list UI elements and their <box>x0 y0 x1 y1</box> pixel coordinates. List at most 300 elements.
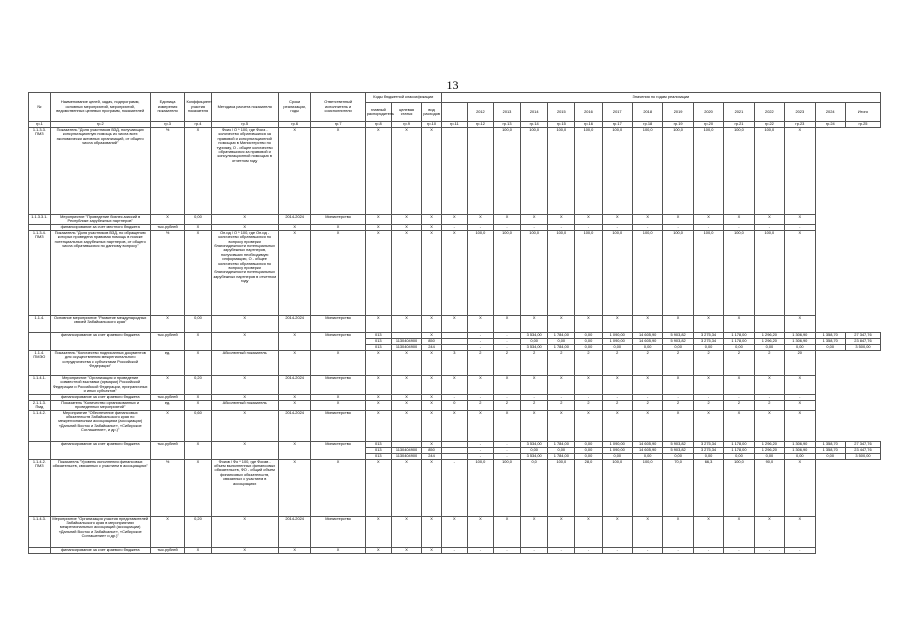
row-value: 100,0 <box>602 128 632 215</box>
row-number: 1.1.3.3.1. <box>29 215 51 225</box>
row-kbk-code: Х <box>391 394 421 400</box>
row-value: 100,0 <box>754 230 784 315</box>
row-value: 0,00 <box>575 332 602 338</box>
row-value: - <box>602 547 632 553</box>
row-method: Х <box>211 410 278 441</box>
table-row <box>29 350 881 375</box>
row-value: - <box>441 459 467 516</box>
row-value: 0,00 <box>632 344 662 350</box>
row-value: - <box>521 224 548 230</box>
row-kbk-code: 1130404900 <box>391 453 421 459</box>
row-name: Основное мероприятие "Развитие международных связей Забайкальского края" <box>50 315 150 332</box>
row-value: 0,00 <box>785 453 815 459</box>
row-name: Показатель "Уровень исполнения финансовых обязательств, связанных с участием в ассоциациях" <box>50 459 150 516</box>
row-value: - <box>575 394 602 400</box>
row-responsible: Министерство <box>311 410 365 441</box>
column-number: гр.3 <box>150 122 185 128</box>
row-value: 3 275,34 <box>693 447 723 453</box>
row-unit: тыс.рублей <box>150 224 185 230</box>
row-number: 1.1.4.2. ПМЗ <box>29 459 51 516</box>
row-value: 100,0 <box>548 128 575 215</box>
row-value: 100,0 <box>467 230 493 315</box>
row-value: 0,00 <box>785 344 815 350</box>
row-value: - <box>467 344 493 350</box>
row-kbk-code: 013 <box>365 453 391 459</box>
row-method: Абсолютный показатель <box>211 350 278 375</box>
row-value: - <box>724 547 754 553</box>
row-value: Х <box>602 516 632 547</box>
row-value: Х <box>575 516 602 547</box>
row-value: - <box>602 224 632 230</box>
row-value: 0,00 <box>575 441 602 447</box>
row-value: 3 275,34 <box>693 332 723 338</box>
row-value: 1 306,90 <box>785 338 815 344</box>
row-kbk-code: Х <box>391 315 421 332</box>
row-value: Х <box>575 410 602 441</box>
row-kbk-code: Х <box>422 410 442 441</box>
row-value: Х <box>493 315 520 332</box>
row-value: 2 <box>575 400 602 410</box>
row-kbk-code: 013 <box>365 332 391 338</box>
row-value: - <box>493 224 520 230</box>
row-value: 0,00 <box>754 344 784 350</box>
row-value: 1 784,00 <box>548 344 575 350</box>
row-value: Х <box>575 375 602 394</box>
row-kbk-code: Х <box>391 224 421 230</box>
row-name: Показатель "Количество подписанных документов для осуществления межрегионального сотрудничества с субъектами Российской Федерации" <box>50 350 150 375</box>
row-unit: % <box>150 230 185 315</box>
row-kbk-code: Х <box>365 400 391 410</box>
row-kbk-code: 013 <box>365 441 391 447</box>
row-value: 27 347,76 <box>845 441 880 447</box>
row-kbk-code: Х <box>422 332 442 338</box>
row-value: 3 534,00 <box>521 453 548 459</box>
column-number: гр.22 <box>754 122 784 128</box>
row-value: Х <box>441 230 467 315</box>
row-coef: Х <box>185 400 211 410</box>
column-number: гр.9 <box>391 122 421 128</box>
row-name: Показатель "Доля участников ВЗД, по обращению которых проведена правовая помощь в поиске потенциальных зарубежных партнеров, от общего числа обратившихся по данному вопросу" <box>50 230 150 315</box>
row-kbk-code: Х <box>391 375 421 394</box>
row-value: 2 <box>548 400 575 410</box>
page-number: 13 <box>446 78 459 92</box>
header-name: Наименование целей, задач, подпрограмм, основных мероприятий, мероприятий, ведомственных целевых программ, показателей <box>50 93 150 122</box>
column-number: гр.13 <box>493 122 520 128</box>
row-unit: Х <box>150 375 185 394</box>
row-value: - <box>493 441 520 447</box>
row-value: Х <box>724 375 754 394</box>
row-unit: Х <box>150 410 185 441</box>
row-value: Х <box>548 516 575 547</box>
row-term: Х <box>278 394 311 400</box>
column-number: гр.1 <box>29 122 51 128</box>
header-year: 2019 <box>663 103 693 122</box>
row-value: 5 903,82 <box>663 338 693 344</box>
row-value: - <box>493 344 520 350</box>
row-value: 0,00 <box>602 344 632 350</box>
row-number: 1.1.4. <box>29 315 51 332</box>
header-year: 2013 <box>493 103 520 122</box>
row-value: Х <box>693 516 723 547</box>
row-value: Х <box>521 315 548 332</box>
row-kbk-code: Х <box>365 224 391 230</box>
row-value: 100,0 <box>754 128 784 215</box>
row-responsible: Х <box>311 394 365 400</box>
row-value: Х <box>467 215 493 225</box>
row-value: 1 178,00 <box>724 332 754 338</box>
row-kbk-code: 013 <box>365 447 391 453</box>
row-value: - <box>663 394 693 400</box>
row-value: Х <box>754 410 784 441</box>
row-unit: тыс.рублей <box>150 441 185 459</box>
column-number: гр.15 <box>548 122 575 128</box>
row-value: 90,0 <box>754 459 784 516</box>
row-method: Х <box>211 224 278 230</box>
row-kbk-code: Х <box>391 516 421 547</box>
row-value: Х <box>724 315 754 332</box>
row-value: 100,0 <box>493 459 520 516</box>
row-value: 3 500,00 <box>845 453 880 459</box>
row-value: - <box>467 332 493 338</box>
row-kbk-code: Х <box>422 400 442 410</box>
row-kbk-code: Х <box>422 441 442 447</box>
row-value: Х <box>785 375 815 394</box>
row-value: - <box>602 394 632 400</box>
row-value: - <box>467 394 493 400</box>
row-value: Х <box>521 215 548 225</box>
column-number: гр.11 <box>441 122 467 128</box>
row-value: 0,00 <box>521 338 548 344</box>
row-responsible: Министерство <box>311 215 365 225</box>
row-value: 27 347,76 <box>845 332 880 338</box>
row-value: Х <box>548 215 575 225</box>
row-value: 100,0 <box>521 128 548 215</box>
row-value: 100,0 <box>724 230 754 315</box>
row-value: Х <box>693 215 723 225</box>
row-value: Х <box>632 315 662 332</box>
row-value: 2 <box>493 400 520 410</box>
row-value: Х <box>493 516 520 547</box>
row-value: - <box>467 547 493 553</box>
header-year: 2023 <box>785 103 815 122</box>
row-value: Х <box>785 215 815 225</box>
row-value: Х <box>724 410 754 441</box>
header-year: 2017 <box>602 103 632 122</box>
row-value: 2 <box>693 350 723 375</box>
row-value: 1 306,90 <box>785 332 815 338</box>
row-name: Мероприятие "Обеспечение финансовых обязательств Забайкальского края по межрегиональным ассоциациям (ассоциации) «Дальний Восток и Забайкалье», «Сибирское Соглашение», и др.)" <box>50 410 150 441</box>
row-method: Х <box>211 332 278 350</box>
row-value: 2 <box>521 400 548 410</box>
row-value: 2 <box>467 350 493 375</box>
row-value: 2 <box>663 400 693 410</box>
row-value: Х <box>521 516 548 547</box>
row-value: - <box>467 453 493 459</box>
column-number: гр.14 <box>521 122 548 128</box>
row-kbk-code: Х <box>365 459 391 516</box>
row-term: 2014-2024 <box>278 315 311 332</box>
row-value: 5 903,82 <box>663 441 693 447</box>
row-value: - <box>754 547 784 553</box>
row-value: Х <box>441 215 467 225</box>
column-number: гр.7 <box>311 122 365 128</box>
row-value: 1 296,20 <box>754 338 784 344</box>
row-value: 0,00 <box>575 453 602 459</box>
row-value: - <box>521 394 548 400</box>
row-kbk-code: Х <box>391 459 421 516</box>
row-coef: 0,60 <box>185 410 211 441</box>
row-value: - <box>754 394 784 400</box>
row-value: 100,0 <box>693 230 723 315</box>
row-value: Х <box>785 516 815 547</box>
row-term: Х <box>278 441 311 459</box>
row-coef: 0,20 <box>185 516 211 547</box>
row-value: Х <box>602 215 632 225</box>
row-value: - <box>441 394 467 400</box>
row-value: 2 <box>724 400 754 410</box>
row-method: Х <box>211 315 278 332</box>
row-value: Х <box>548 410 575 441</box>
row-kbk-code: Х <box>365 410 391 441</box>
row-method: Х <box>211 516 278 547</box>
table-row <box>29 230 881 315</box>
row-value: Х <box>632 215 662 225</box>
row-unit: % <box>150 128 185 215</box>
row-value: 2 <box>632 350 662 375</box>
row-kbk-code: Х <box>365 215 391 225</box>
row-value: Х <box>575 315 602 332</box>
row-value <box>754 315 784 332</box>
row-value: 1 358,70 <box>815 441 845 447</box>
table-row <box>29 215 881 225</box>
row-term: Х <box>278 547 311 553</box>
table-row <box>29 516 881 547</box>
row-term: Х <box>278 128 311 215</box>
row-name: финансирование за счет краевого бюджета <box>50 547 150 553</box>
table-row <box>29 410 881 441</box>
row-kbk-code: Х <box>422 394 442 400</box>
row-kbk-code: Х <box>422 315 442 332</box>
row-term: 2014-2024 <box>278 410 311 441</box>
row-number: 1.1.3.3. ПМЗ <box>29 128 51 215</box>
row-value: Х <box>693 315 723 332</box>
row-unit: Х <box>150 315 185 332</box>
row-value: 0,00 <box>521 447 548 453</box>
row-value: 0,0 <box>521 459 548 516</box>
row-value: 3 534,00 <box>521 332 548 338</box>
row-kbk-code: Х <box>391 410 421 441</box>
header-method: Методика расчета показателя <box>211 93 278 122</box>
row-value: Х <box>441 516 467 547</box>
header-year: 2018 <box>632 103 662 122</box>
column-number: гр.25 <box>845 122 880 128</box>
row-value: 5 903,82 <box>663 332 693 338</box>
row-value: 100,0 <box>575 128 602 215</box>
row-value: 1 178,00 <box>724 441 754 447</box>
row-value: 2 <box>521 350 548 375</box>
row-value: 0,00 <box>575 338 602 344</box>
row-value: - <box>632 547 662 553</box>
row-value: 0,00 <box>632 453 662 459</box>
row-value: 100,0 <box>632 128 662 215</box>
row-value: Х <box>724 215 754 225</box>
row-responsible: Министерство <box>311 315 365 332</box>
row-value: Х <box>467 410 493 441</box>
row-name: финансирование за счет краевого бюджета <box>50 394 150 400</box>
row-value: 100,0 <box>724 128 754 215</box>
column-number: гр.5 <box>211 122 278 128</box>
row-term: Х <box>278 459 311 516</box>
row-value: - <box>521 547 548 553</box>
row-value: Х <box>632 410 662 441</box>
row-value: Х <box>441 375 467 394</box>
row-value: 2 <box>575 350 602 375</box>
row-value: 1 784,00 <box>548 332 575 338</box>
header-year: 2024 <box>815 103 845 122</box>
row-value: Х <box>467 516 493 547</box>
row-value: 1 358,70 <box>815 332 845 338</box>
row-term: 2014-2024 <box>278 215 311 225</box>
table-row <box>29 459 881 516</box>
row-value: - <box>548 547 575 553</box>
row-value: 0,00 <box>754 453 784 459</box>
row-value: Х <box>663 375 693 394</box>
row-value: Х <box>521 410 548 441</box>
table-row <box>29 400 881 410</box>
row-value: Х <box>575 215 602 225</box>
row-value: 2 <box>724 350 754 375</box>
header-row-top <box>29 93 881 103</box>
row-value: 2 <box>602 400 632 410</box>
header-year: 2021 <box>724 103 754 122</box>
header-year: 2020 <box>693 103 723 122</box>
header-year: 2012 <box>467 103 493 122</box>
row-value: - <box>493 338 520 344</box>
row-value: 3 <box>441 350 467 375</box>
row-value: 1 090,00 <box>602 447 632 453</box>
row-value: Х <box>521 375 548 394</box>
row-coef: 0,00 <box>185 215 211 225</box>
row-value: 2 <box>467 400 493 410</box>
row-value: - <box>663 224 693 230</box>
row-value: 100,0 <box>602 230 632 315</box>
row-term: 2014-2024 <box>278 375 311 394</box>
row-value: Х <box>663 516 693 547</box>
row-value: Х <box>754 215 784 225</box>
row-kbk-code: Х <box>422 215 442 225</box>
header-year: 2014 <box>521 103 548 122</box>
row-coef: Х <box>185 441 211 459</box>
row-value: 2 <box>632 400 662 410</box>
row-unit: тыс.рублей <box>150 394 185 400</box>
row-value: 0,00 <box>663 453 693 459</box>
row-value: - <box>632 224 662 230</box>
row-value: Х <box>467 375 493 394</box>
row-value: 70,0 <box>663 459 693 516</box>
row-kbk-code: 850 <box>422 338 442 344</box>
row-value: 23 447,76 <box>845 447 880 453</box>
row-value: - <box>493 453 520 459</box>
row-value: 2 <box>754 400 784 410</box>
row-coef: Х <box>185 394 211 400</box>
row-value: Х <box>724 516 754 547</box>
row-name: Мероприятие "Организация и проведение совместной выставки (ярмарки) Российской Федерации и Российской Федерации, приграничных и иных субъектов" <box>50 375 150 394</box>
table-row <box>29 128 881 215</box>
row-value: 0,00 <box>724 453 754 459</box>
row-name: финансирование за счет краевого бюджета <box>50 441 150 459</box>
row-number <box>29 441 51 459</box>
row-value <box>441 128 467 215</box>
row-method: Х <box>211 394 278 400</box>
row-value: 100,0 <box>467 459 493 516</box>
table-row <box>29 315 881 332</box>
row-value: 0,00 <box>815 344 845 350</box>
header-kbk-group: Коды бюджетной классификации <box>365 93 441 103</box>
row-value: Х <box>602 375 632 394</box>
row-value: - <box>785 547 815 553</box>
row-value: Х <box>441 410 467 441</box>
row-method: Х <box>211 547 278 553</box>
row-kbk-code: Х <box>391 400 421 410</box>
row-value: 14 605,90 <box>632 447 662 453</box>
row-value: 23 847,76 <box>845 338 880 344</box>
row-value: 1 358,70 <box>815 338 845 344</box>
row-value: - <box>693 224 723 230</box>
row-unit: Х <box>150 516 185 547</box>
header-num: № <box>29 93 51 122</box>
row-value: 100,0 <box>493 230 520 315</box>
row-method: Х <box>211 375 278 394</box>
row-kbk-code: Х <box>391 350 421 375</box>
row-value: 14 605,90 <box>632 332 662 338</box>
row-value: 100,0 <box>575 230 602 315</box>
row-value: 0,00 <box>575 344 602 350</box>
row-value <box>467 128 493 215</box>
row-kbk-code: 013 <box>365 344 391 350</box>
row-value: Х <box>785 128 815 215</box>
header-years-group: Значения по годам реализации <box>441 93 880 103</box>
row-value: Х <box>754 375 784 394</box>
column-number: гр.16 <box>575 122 602 128</box>
row-value: Х <box>754 516 784 547</box>
row-value: Х <box>785 410 815 441</box>
row-coef: Х <box>185 230 211 315</box>
row-value: 1 784,00 <box>548 441 575 447</box>
row-value: Х <box>663 215 693 225</box>
row-responsible: Х <box>311 230 365 315</box>
row-value: - <box>785 224 815 230</box>
row-unit: Х <box>150 215 185 225</box>
row-responsible: Х <box>311 547 365 553</box>
column-number: гр.24 <box>815 122 845 128</box>
row-value: - <box>493 394 520 400</box>
row-term: Х <box>278 332 311 350</box>
row-kbk-code: 1130404900 <box>391 447 421 453</box>
row-method: Оп.ид / О * 100, где Оп.ид - количество обратившихся по вопросу проверки благонадежности потенциальных зарубежных партнеров, получивших необходимую информацию, О - общее количество обратившихся по вопросу проверки благонадежности потенциальных зарубежных партнеров в отчетном году <box>211 230 278 315</box>
row-number: 1.1.4.3. <box>29 516 51 547</box>
row-value: 1 178,00 <box>724 447 754 453</box>
row-value: 20 <box>785 350 815 375</box>
row-name: Показатель "Количество организованных и проведенных мероприятий" <box>50 400 150 410</box>
row-kbk-code: Х <box>422 224 442 230</box>
header-coef: Коэффициент участия показателя <box>185 93 211 122</box>
row-unit: тыс.рублей <box>150 547 185 553</box>
row-value: Х <box>441 315 467 332</box>
row-coef: Х <box>185 128 211 215</box>
row-number <box>29 332 51 350</box>
row-kbk-code: Х <box>365 394 391 400</box>
row-value: 1 296,20 <box>754 332 784 338</box>
